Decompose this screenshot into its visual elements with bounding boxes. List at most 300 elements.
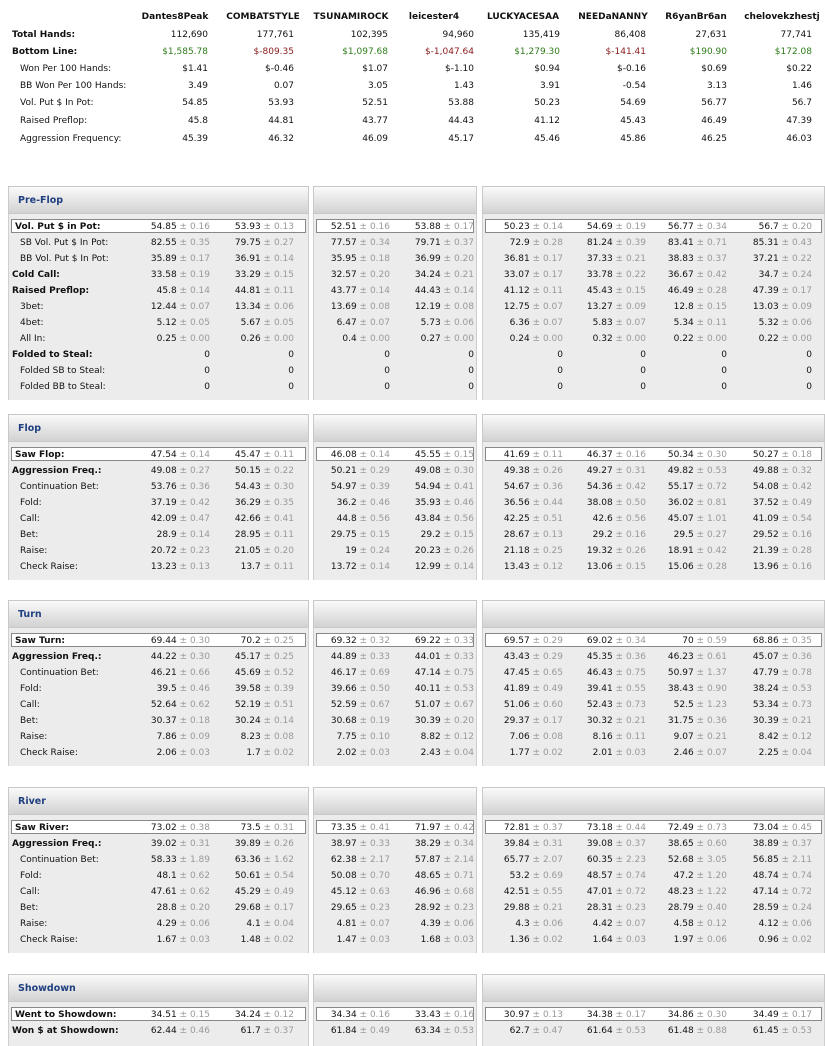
stat-cell [384,919,474,929]
stat-error: ± 0.15 [612,286,646,296]
stat-error: ± 0.49 [778,498,812,508]
stat-cell [300,652,390,662]
stat-value: 48.23 [667,887,694,897]
stat-cell [384,530,474,540]
stat-value: 4.3 [515,919,530,929]
summary-value: 53.88 [448,98,474,108]
stat-cell [722,466,812,476]
stat-value: 47.14 [414,668,441,678]
stat-error: ± 0.11 [260,286,294,296]
stat-cell [637,498,727,508]
stat-cell [300,350,390,360]
stat-error: ± 0.49 [529,684,563,694]
stat-value: 0 [806,366,812,376]
summary-value: 135,419 [522,30,560,40]
stat-error: ± 0.00 [440,334,474,344]
stat-cell [204,668,294,678]
stat-error: ± 0.41 [440,482,474,492]
stat-value: 44.01 [414,652,441,662]
summary-value: 46.49 [701,116,727,126]
stat-error: ± 0.42 [778,482,812,492]
stat-cell [204,318,294,328]
summary-value: $-1,047.64 [424,47,474,57]
stat-cell [473,839,563,849]
stat-cell [204,652,294,662]
stat-value: 46.49 [667,286,694,296]
stat-error: ± 0.62 [176,887,210,897]
stat-error: ± 0.54 [778,514,812,524]
stat-cell [556,482,646,492]
stat-error: ± 0.11 [612,732,646,742]
stat-cell [637,302,727,312]
stat-error: ± 0.14 [176,286,210,296]
stat-error: ± 0.49 [260,887,294,897]
stat-cell [637,466,727,476]
section-body [482,442,825,580]
stat-value: 20.72 [150,546,177,556]
stat-cell [120,716,210,726]
stat-error: ± 0.26 [529,466,563,476]
summary-value: 50.23 [534,98,560,108]
stat-error: ± 0.19 [356,716,390,726]
stat-cell [637,482,727,492]
stat-error: ± 0.21 [612,716,646,726]
stat-label: Raise: [20,919,48,929]
stat-error: ± 0.13 [176,562,210,572]
stat-value: 5.12 [156,318,177,328]
stat-error: ± 0.06 [529,919,563,929]
stat-error: ± 0.11 [529,450,563,460]
section-title: Pre-Flop [18,195,64,206]
summary-value: 27,631 [695,30,727,40]
stat-cell [473,450,563,460]
stat-error: ± 0.33 [356,652,390,662]
stat-cell [473,482,563,492]
stat-error: ± 2.23 [612,855,646,865]
stat-cell [300,823,390,833]
stat-error: ± 0.03 [356,748,390,758]
stat-cell [300,887,390,897]
stat-cell [637,350,727,360]
stat-cell [300,318,390,328]
stat-value: 33.07 [503,270,530,280]
stat-cell [120,823,210,833]
stat-error: ± 0.29 [529,652,563,662]
stat-value: 39.5 [156,684,177,694]
stat-label: Saw Flop: [15,450,65,460]
summary-value: $1.07 [362,64,388,74]
stat-cell [556,286,646,296]
stat-cell [722,450,812,460]
stat-label: Folded SB to Steal: [20,366,106,376]
stat-value: 50.61 [234,871,261,881]
summary-value: 112,690 [170,30,208,40]
stat-value: 47.01 [586,887,613,897]
stat-value: 13.96 [752,562,779,572]
stat-value: 39.89 [234,839,261,849]
stat-cell [556,530,646,540]
stat-cell [300,334,390,344]
stat-value: 47.54 [150,450,177,460]
stat-value: 50.08 [330,871,357,881]
stat-error: ± 0.00 [778,334,812,344]
stat-value: 48.74 [752,871,779,881]
stat-cell [637,286,727,296]
summary-value: $0.69 [701,64,727,74]
stat-cell [120,318,210,328]
stat-value: 0.32 [592,334,613,344]
summary-value: $0.22 [786,64,812,74]
stat-error: ± 0.30 [260,482,294,492]
stat-value: 72.49 [667,823,694,833]
stat-cell [637,382,727,392]
stat-value: 34.49 [752,1010,779,1020]
stat-value: 9.07 [673,732,694,742]
stat-cell [637,684,727,694]
stat-cell [384,382,474,392]
stat-value: 43.77 [330,286,357,296]
stat-cell [473,887,563,897]
stat-error: ± 0.05 [260,318,294,328]
stat-value: 48.57 [586,871,613,881]
stat-value: 38.08 [586,498,613,508]
stat-error: ± 0.23 [440,903,474,913]
stat-value: 37.19 [150,498,177,508]
stat-error: ± 0.47 [176,514,210,524]
stat-cell [556,636,646,646]
stat-value: 63.34 [414,1026,441,1036]
stat-error: ± 0.13 [260,222,294,232]
stat-value: 46.23 [667,652,694,662]
stat-label: Bet: [20,716,39,726]
stat-error: ± 0.14 [529,222,563,232]
stat-value: 52.64 [150,700,177,710]
stat-error: ± 0.78 [778,668,812,678]
stat-cell [384,466,474,476]
stat-value: 2.06 [156,748,177,758]
stat-cell [473,530,563,540]
stat-cell [120,748,210,758]
stat-value: 13.43 [503,562,530,572]
stat-error: ± 0.60 [693,839,727,849]
stat-cell [204,350,294,360]
stat-value: 70 [682,636,694,646]
player-name[interactable]: LUCKYACESAA [486,12,560,22]
player-name[interactable]: NEEDaNANNY [578,12,648,22]
stat-value: 5.83 [592,318,613,328]
stat-error: ± 0.62 [176,700,210,710]
stat-value: 50.21 [330,466,357,476]
stat-value: 0 [468,366,474,376]
stat-cell [120,700,210,710]
stat-value: 30.39 [414,716,441,726]
stat-value: 39.08 [586,839,613,849]
summary-value: 0.07 [273,81,294,91]
player-name[interactable]: Dantes8Peak [141,12,209,22]
stat-cell [473,366,563,376]
stat-cell [722,382,812,392]
summary-value: $-141.41 [605,47,646,57]
stat-cell [637,839,727,849]
stat-value: 1.68 [420,935,441,945]
summary-label-bb-won-per-100: BB Won Per 100 Hands: [20,81,127,91]
summary-value: 45.43 [620,116,646,126]
stat-cell [120,919,210,929]
stat-value: 0 [288,350,294,360]
stat-cell [722,222,812,232]
stat-label: Vol. Put $ in Pot: [15,222,101,232]
stat-error: ± 0.23 [612,903,646,913]
stat-value: 29.68 [234,903,261,913]
stat-value: 4.81 [336,919,357,929]
stat-value: 55.17 [667,482,694,492]
stat-cell [120,366,210,376]
stat-cell [120,238,210,248]
stat-cell [204,887,294,897]
stat-value: 48.1 [156,871,177,881]
stat-error: ± 0.28 [529,238,563,248]
stat-error: ± 0.24 [356,546,390,556]
stat-value: 42.09 [150,514,177,524]
stat-cell [722,935,812,945]
stat-value: 12.8 [673,302,694,312]
stat-value: 73.04 [752,823,779,833]
stat-error: ± 0.17 [612,1010,646,1020]
stat-cell [300,1026,390,1036]
stat-error: ± 0.53 [778,1026,812,1036]
player-name[interactable]: chelovekzhestj [744,12,820,22]
stat-value: 38.83 [667,254,694,264]
stat-value: 29.75 [330,530,357,540]
stat-error: ± 0.03 [356,935,390,945]
stat-value: 28.92 [414,903,441,913]
stat-error: ± 0.08 [356,302,390,312]
stat-value: 61.48 [667,1026,694,1036]
section-header [482,787,825,815]
stat-cell [556,903,646,913]
stat-cell [300,668,390,678]
stat-value: 13.03 [752,302,779,312]
stat-value: 52.19 [234,700,261,710]
stat-label: Call: [20,700,40,710]
section-title: Flop [18,423,42,434]
player-name[interactable]: TSUNAMIROCK [313,12,389,22]
stat-cell [556,732,646,742]
summary-value: 44.81 [268,116,294,126]
stat-cell [384,334,474,344]
stat-cell [300,450,390,460]
section-header [482,600,825,628]
stat-value: 34.24 [414,270,441,280]
stat-value: 47.39 [752,286,779,296]
player-name[interactable]: R6yanBr6an [665,12,727,22]
stat-label: Folded BB to Steal: [20,382,106,392]
section-header [482,186,825,214]
stat-value: 82.55 [150,238,177,248]
stat-error: ± 0.32 [778,466,812,476]
stat-value: 2.25 [758,748,779,758]
stat-cell [637,887,727,897]
stat-cell [556,350,646,360]
stat-error: ± 0.00 [693,334,727,344]
stat-error: ± 0.16 [778,562,812,572]
stat-error: ± 0.56 [356,514,390,524]
stat-cell [722,318,812,328]
stat-value: 49.88 [752,466,779,476]
stat-cell [722,684,812,694]
stat-error: ± 0.00 [356,334,390,344]
stat-label: Cold Call: [12,270,60,280]
stat-cell [120,450,210,460]
stat-cell [722,887,812,897]
stat-error: ± 0.65 [529,668,563,678]
stat-cell [473,334,563,344]
stat-value: 15.06 [667,562,694,572]
summary-value: 3.13 [706,81,727,91]
stat-cell [637,514,727,524]
summary-value: $1,097.68 [342,47,388,57]
stat-cell [120,334,210,344]
stat-error: ± 0.55 [612,684,646,694]
stat-cell [556,302,646,312]
stat-value: 38.65 [667,839,694,849]
stat-error: ± 0.27 [693,530,727,540]
stat-error: ± 0.56 [612,514,646,524]
stat-cell [556,318,646,328]
stat-value: 29.37 [503,716,530,726]
stat-error: ± 0.34 [356,238,390,248]
stat-error: ± 0.46 [176,684,210,694]
stat-cell [300,716,390,726]
stat-error: ± 0.15 [693,302,727,312]
stat-value: 43.84 [414,514,441,524]
stat-value: 12.75 [503,302,530,312]
stat-cell [204,334,294,344]
stat-cell [473,871,563,881]
stat-value: 60.35 [586,855,613,865]
stat-value: 36.56 [503,498,530,508]
stat-value: 34.38 [586,1010,613,1020]
stat-value: 54.08 [752,482,779,492]
stat-error: ± 0.41 [260,514,294,524]
stat-cell [722,286,812,296]
section-header [313,600,477,628]
stat-value: 45.43 [586,286,613,296]
stat-cell [384,684,474,694]
stat-error: ± 0.28 [778,546,812,556]
stat-error: ± 0.69 [529,871,563,881]
stat-error: ± 0.31 [176,839,210,849]
stat-error: ± 0.22 [260,466,294,476]
stat-cell [637,530,727,540]
stat-error: ± 0.69 [356,668,390,678]
stat-error: ± 0.51 [529,514,563,524]
stat-value: 0 [204,366,210,376]
stat-value: 43.43 [503,652,530,662]
stat-cell [300,302,390,312]
stat-cell [204,903,294,913]
stat-cell [473,382,563,392]
stat-error: ± 0.26 [612,546,646,556]
stat-cell [556,514,646,524]
stat-cell [120,1026,210,1036]
stat-cell [722,919,812,929]
stat-error: ± 0.14 [356,286,390,296]
stat-error: ± 0.08 [260,732,294,742]
stat-value: 45.17 [234,652,261,662]
stat-label: Aggression Freq.: [12,839,102,849]
stat-label: Saw Turn: [15,636,66,646]
summary-value: 44.43 [448,116,474,126]
stat-error: ± 0.07 [529,318,563,328]
stat-error: ± 0.09 [612,302,646,312]
stat-value: 29.65 [330,903,357,913]
stat-error: ± 0.51 [260,700,294,710]
stat-cell [300,514,390,524]
stat-value: 5.73 [420,318,441,328]
section-header [8,600,309,628]
stat-value: 62.44 [150,1026,177,1036]
stat-value: 8.82 [420,732,441,742]
stat-value: 54.43 [234,482,261,492]
stat-cell [722,823,812,833]
stat-value: 73.35 [330,823,357,833]
stat-cell [300,286,390,296]
stat-cell [384,286,474,296]
summary-value: -0.54 [622,81,646,91]
stat-error: ± 0.67 [440,700,474,710]
stat-cell [204,1010,294,1020]
stat-cell [637,732,727,742]
stat-label: Bet: [20,530,39,540]
stat-cell [120,270,210,280]
stat-cell [556,466,646,476]
stat-value: 21.05 [234,546,261,556]
summary-value: 56.77 [701,98,727,108]
stat-cell [300,871,390,881]
stat-cell [473,318,563,328]
stat-value: 44.89 [330,652,357,662]
stat-error: ± 0.25 [529,546,563,556]
stat-value: 40.11 [414,684,441,694]
stat-error: ± 0.42 [612,482,646,492]
stat-cell [473,935,563,945]
stat-error: ± 0.90 [693,684,727,694]
stat-cell [120,935,210,945]
stat-value: 30.37 [150,716,177,726]
stat-cell [384,700,474,710]
stat-value: 7.75 [336,732,357,742]
stat-cell [120,903,210,913]
stat-cell [384,716,474,726]
stat-error: ± 0.07 [529,302,563,312]
stat-value: 13.23 [150,562,177,572]
stat-cell [384,636,474,646]
stat-cell [473,270,563,280]
stat-value: 30.97 [503,1010,530,1020]
stat-value: 47.45 [503,668,530,678]
stat-value: 13.72 [330,562,357,572]
player-name[interactable]: leicester4 [408,12,460,22]
stat-value: 2.02 [336,748,357,758]
player-name[interactable]: COMBATSTYLE [226,12,300,22]
stat-cell [384,222,474,232]
stat-error: ± 0.37 [612,839,646,849]
summary-value: $190.90 [689,47,727,57]
stat-error: ± 2.17 [356,855,390,865]
stat-error: ± 0.00 [260,334,294,344]
stat-error: ± 0.15 [260,270,294,280]
